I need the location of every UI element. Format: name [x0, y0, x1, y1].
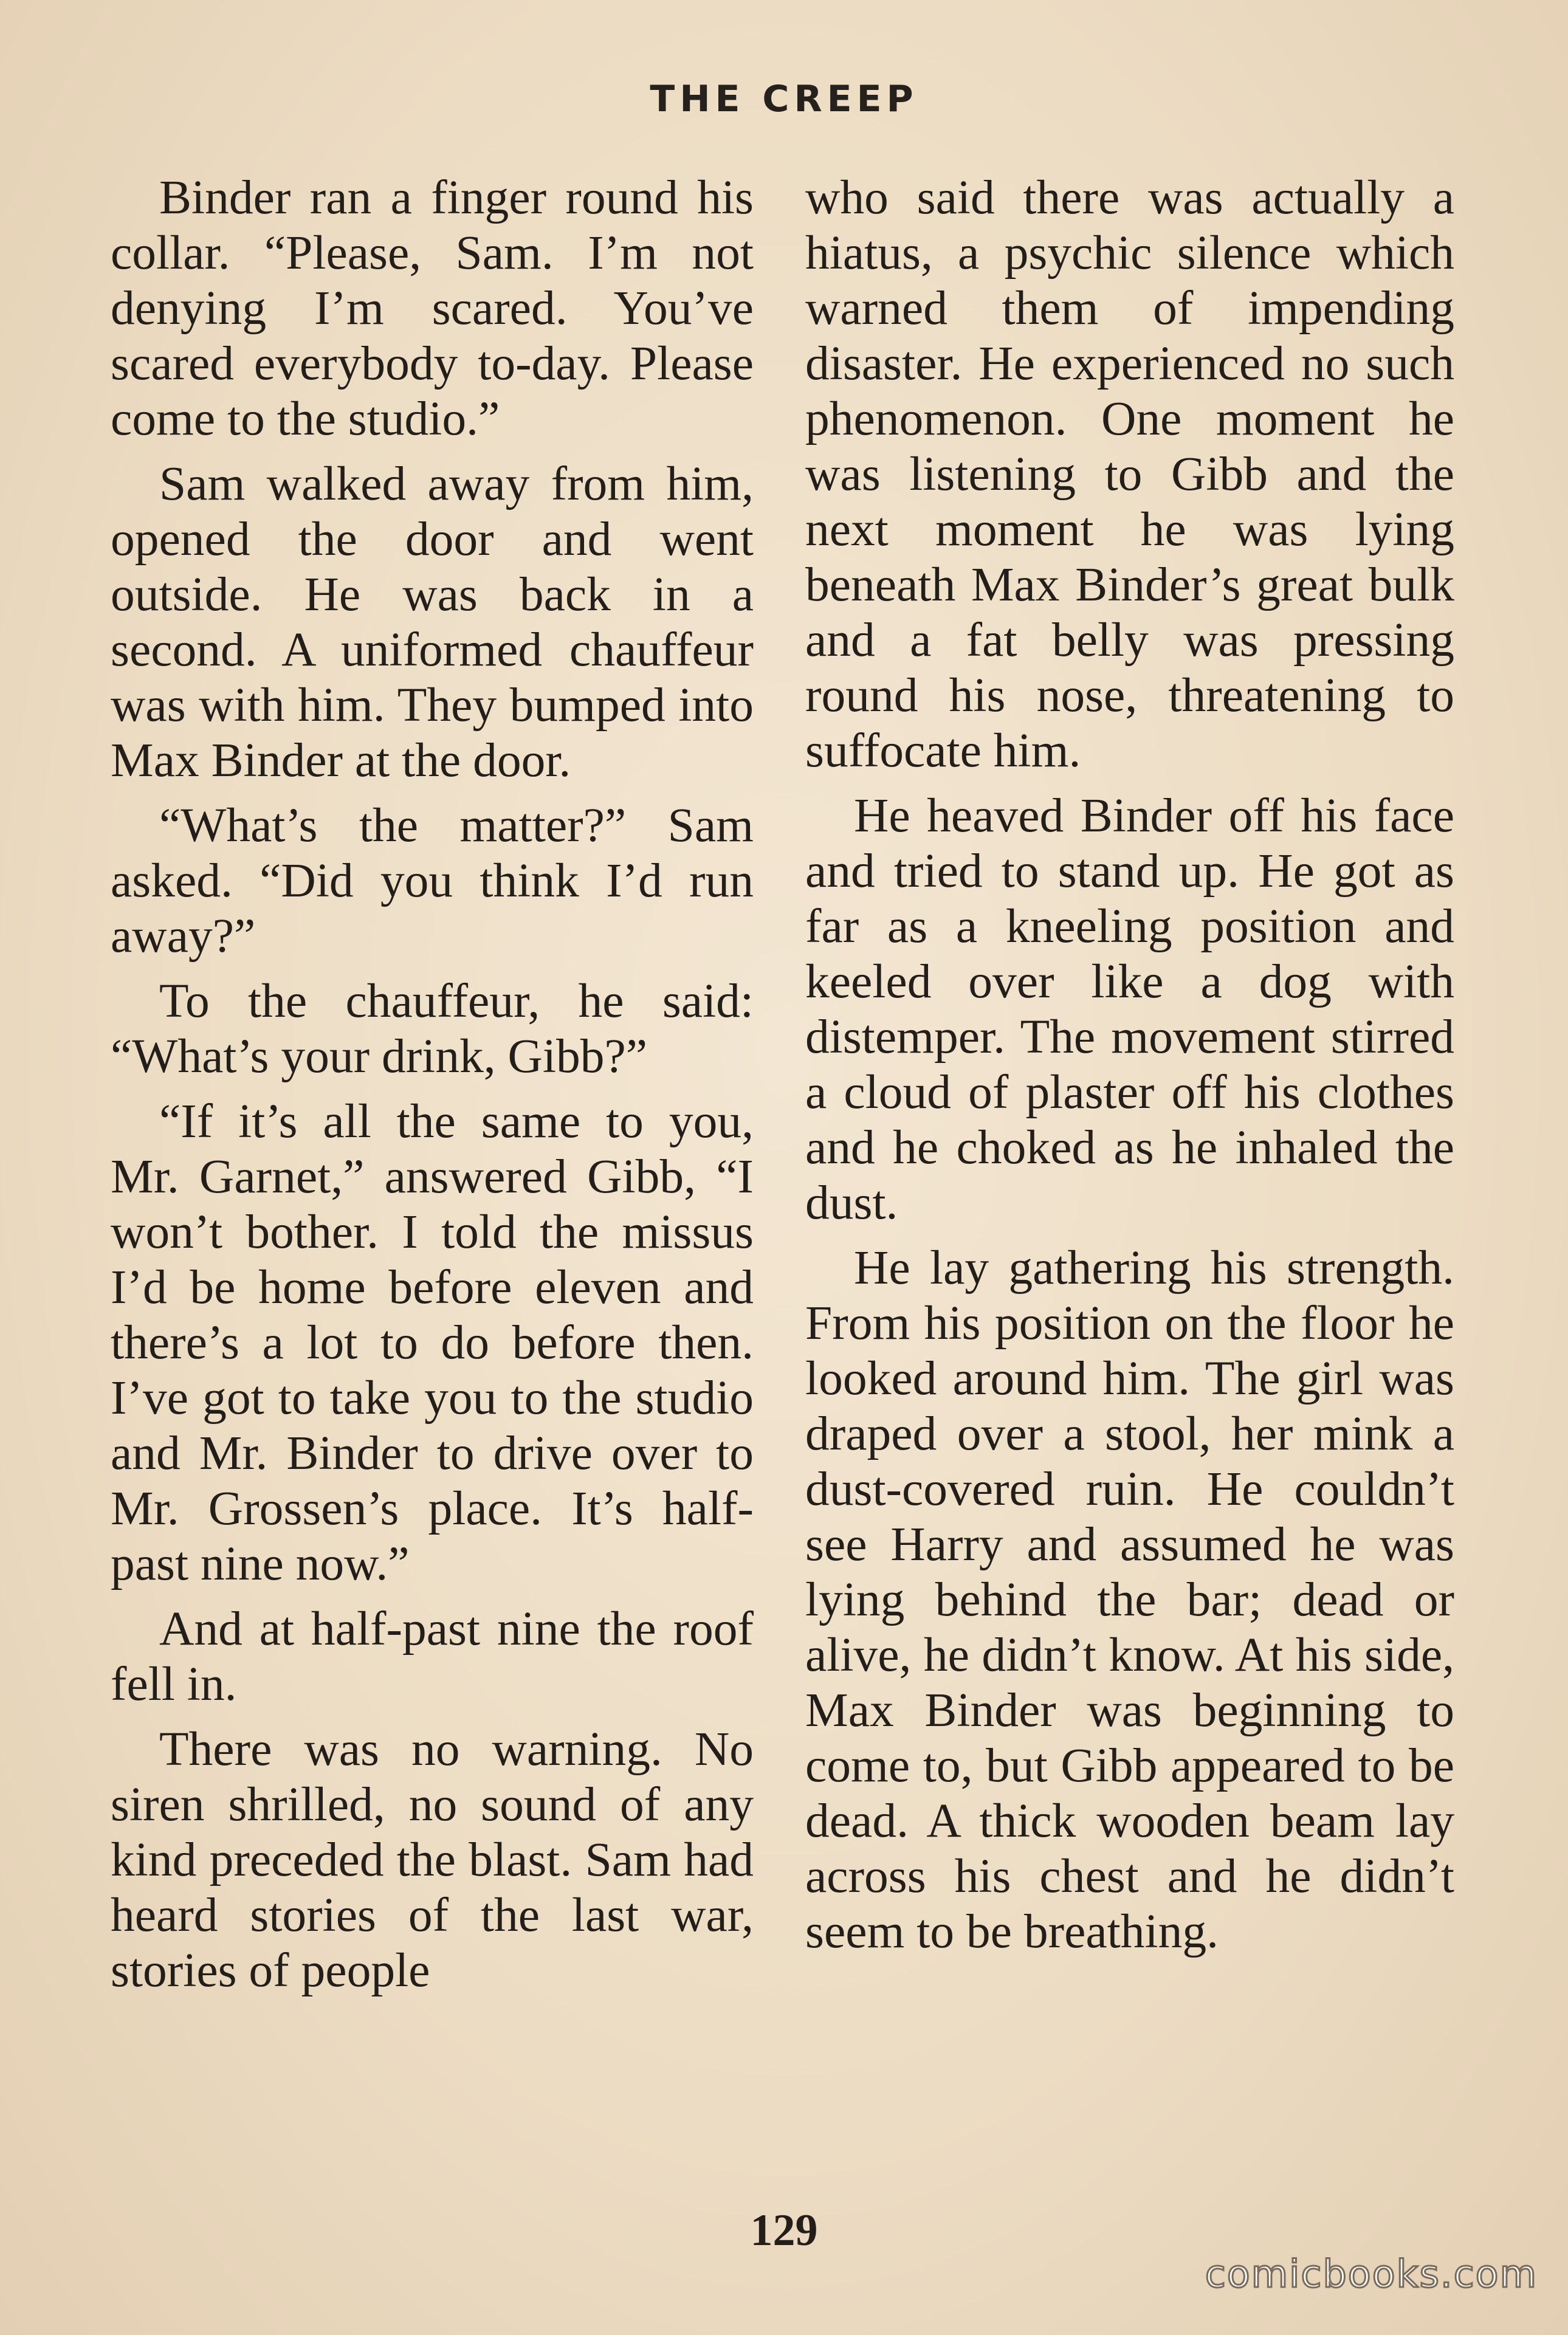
left-text-column — [111, 170, 754, 2176]
paragraph: “What’s the matter?” Sam asked. “Did you think I’d run away?” — [111, 799, 754, 963]
paragraph: To the chauffeur, he said: “What’s your drink, Gibb?” — [111, 974, 754, 1083]
paragraph: And at half-past nine the roof fell in. — [111, 1602, 754, 1711]
paragraph: Sam walked away from him, opened the door and went outside. He was back in a second. A uniformed chauffeur was with him. They bumped into Max Binder at the door. — [111, 457, 754, 787]
running-head: THE CREEP — [650, 78, 918, 120]
right-text-column — [805, 170, 1454, 2176]
paragraph: “If it’s all the same to you, Mr. Garnet,” answered Gibb, “I won’t bother. I told the missus I’d be home before eleven and there’s a lot to do before then. I’ve got to take you to the studio and Mr. Binder to drive over to Mr. Grossen’s place. It’s half-past nine now.” — [111, 1095, 754, 1590]
page-number: 129 — [750, 2206, 818, 2255]
watermark-logo: comicbooks.com — [1205, 2252, 1538, 2296]
paragraph: Binder ran a finger round his collar. “Please, Sam. I’m not denying I’m scared. You’ve scared everybody to-day. Please come to the studio.” — [111, 171, 754, 445]
paragraph-continuation: who said there was actually a hiatus, a psychic silence which warned them of impending disaster. He experienced no such phenomenon. One moment he was listening to Gibb and the next moment he was lying beneath Max Binder’s great bulk and a fat belly was pressing round his nose, threatening to suffocate him. — [805, 171, 1454, 777]
paragraph: He heaved Binder off his face and tried to stand up. He got as far as a kneeling position and keeled over like a dog with distemper. The movement stirred a cloud of plaster off his clothes and he choked as he inhaled the dust. — [805, 789, 1454, 1229]
paragraph: He lay gathering his strength. From his position on the floor he looked around him. The girl was draped over a stool, her mink a dust-covered ruin. He couldn’t see Harry and assumed he was lying behind the bar; dead or alive, he didn’t know. At his side, Max Binder was beginning to come to, but Gibb appeared to be dead. A thick wooden beam lay across his chest and he didn’t seem to be breathing. — [805, 1241, 1454, 1958]
paragraph: There was no warning. No siren shrilled, no sound of any kind preceded the blast. Sam had heard stories of the last war, stories of people — [111, 1722, 754, 1997]
